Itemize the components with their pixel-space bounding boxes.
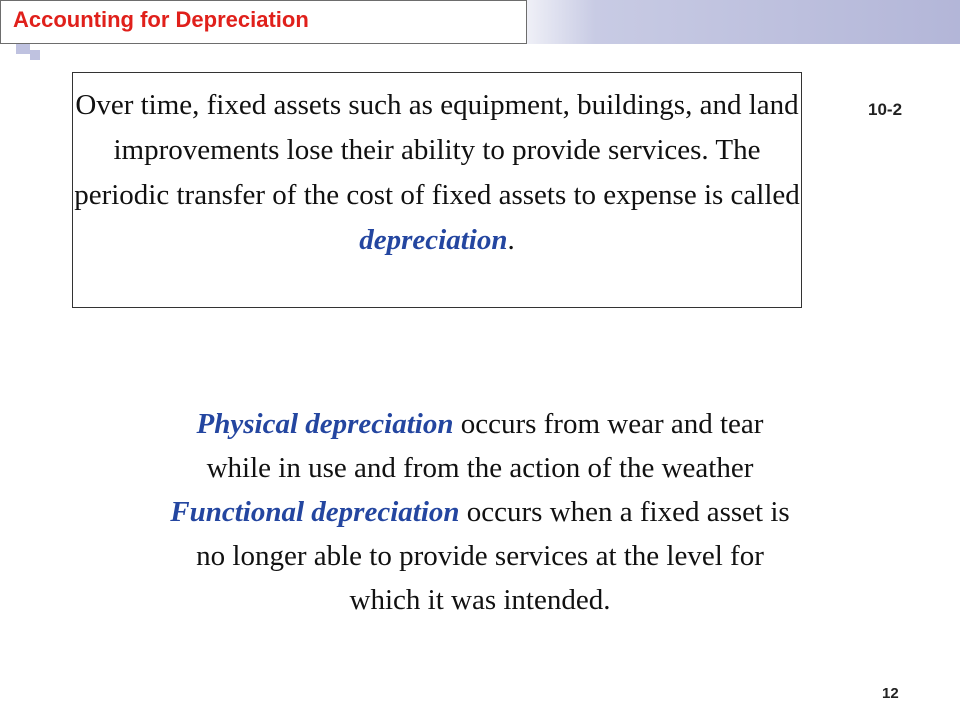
definition-text: Over time, fixed assets such as equipment, buildings, and land improvements lose their ability to provide services. The periodic transfer of the cost of fixed assets to expense is called bbox=[74, 89, 800, 211]
physical-depreciation-term: Physical depreciation bbox=[196, 408, 454, 440]
definition-term: depreciation bbox=[359, 224, 508, 256]
definition-end: . bbox=[507, 224, 515, 256]
slide-reference: 10-2 bbox=[868, 100, 903, 119]
functional-depreciation-term: Functional depreciation bbox=[170, 496, 460, 528]
definition-box bbox=[72, 72, 802, 308]
functional-depreciation-text: occurs when a fixed asset is no longer able to provide services at the level for which it was intended. bbox=[196, 496, 790, 616]
depreciation-types-paragraph bbox=[170, 402, 790, 622]
decorative-square bbox=[30, 50, 40, 60]
slide-title: Accounting for Depreciation bbox=[13, 7, 309, 32]
physical-depreciation-text: occurs from wear and tear while in use and from the action of the weather bbox=[206, 408, 764, 484]
slide-title-box bbox=[0, 0, 527, 44]
page-number: 12 bbox=[882, 685, 899, 702]
